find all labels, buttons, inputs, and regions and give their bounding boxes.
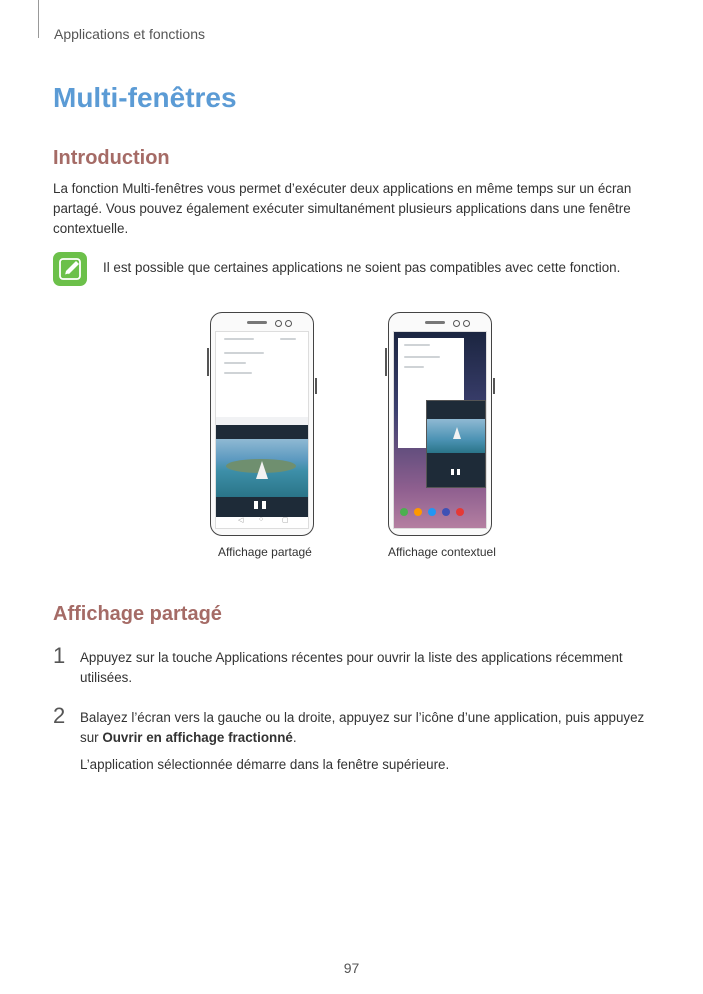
step-2-result: L’application sélectionnée démarre dans la fenêtre supérieure. [80, 757, 450, 772]
step-2-number: 2 [53, 703, 66, 728]
split-view-phone-illustration: ◁ ○ ▢ [210, 312, 314, 536]
note-text: Il est possible que certaines applications ne soient pas compatibles avec cette fonction. [103, 260, 621, 275]
step-2-text-start: Balayez l’écran vers la gauche ou la droite, appuyez sur l’icône d’une application, puis appuyez sur [80, 710, 645, 745]
split-view-heading: Affichage partagé [53, 603, 222, 625]
note [53, 252, 663, 286]
intro-paragraph: La fonction Multi-fenêtres vous permet d’exécuter deux applications en même temps sur un écran partagé. Vous pouvez également exécuter simultanément plusieurs applications dans une fenêtre contextuelle. [53, 181, 632, 236]
page-title: Multi-fenêtres [53, 82, 237, 113]
page-number: 97 [343, 960, 360, 976]
step-2-text [80, 708, 655, 748]
step-2-text-end: . [292, 730, 297, 745]
note-pencil-icon [53, 252, 87, 286]
section-header: Applications et fonctions [54, 26, 205, 42]
popup-view-caption: Affichage contextuel [388, 545, 496, 559]
split-view-caption: Affichage partagé [218, 545, 312, 559]
step-1-text: Appuyez sur la touche Applications récentes pour ouvrir la liste des applications récemment utilisées. [80, 650, 623, 685]
intro-heading: Introduction [53, 147, 170, 169]
split-screen-option-label: Ouvrir en affichage fractionné [102, 730, 293, 745]
popup-view-phone-illustration [388, 312, 492, 536]
step-1-number: 1 [53, 643, 66, 668]
page-edge-line [38, 0, 39, 38]
